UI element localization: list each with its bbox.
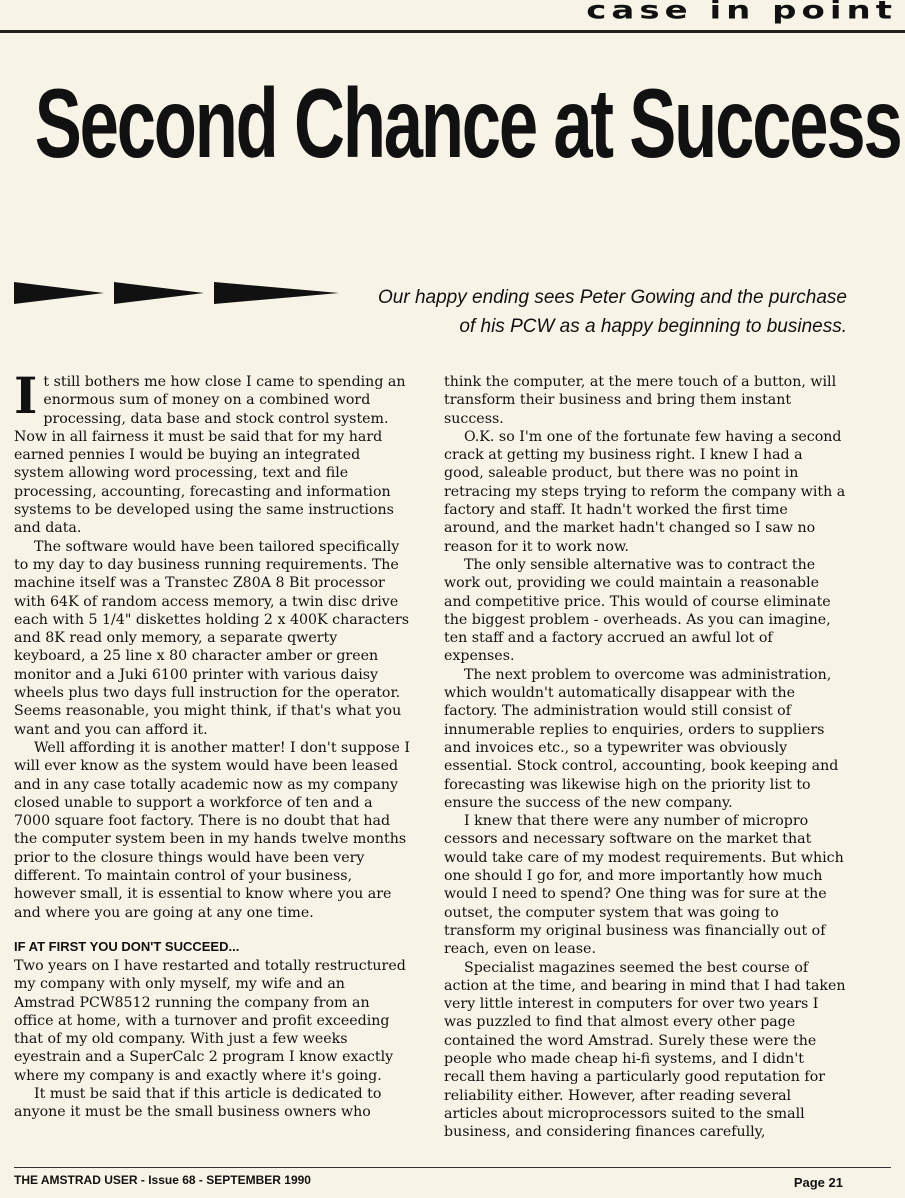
- paragraph: The next problem to overcome was administration, which wouldn't automatically disappear with the factory. The administration would still consist of innumerable replies to enquiries, orders to suppliers and invoices etc., so a typewriter was obviously essential. Stock control, accounting, book keeping and forecasting was likewise high on the priority list to ensure the success of the new company.: [444, 666, 839, 811]
- standfirst-line-1: Our happy ending sees Peter Gowing and the purchase: [378, 287, 847, 308]
- paragraph: The software would have been tailored specifically to my day to day business running requirements. The machine itself was a Transtec Z80A 8 Bit processor with 64K of random access memory, a twin disc drive each with 5 1/4" diskettes holding 2 x 400K characters and 8K read only memory, a separate qwerty keyboard, a 25 line x 80 character amber or green monitor and a Juki 6100 printer with various daisy wheels plus two days full instruction for the operator. Seems reasonable, you might think, if that's what you want and you can afford it.: [14, 538, 410, 738]
- paragraph: Two years on I have restarted and totally restructured my company with only myself, my wife and an Amstrad PCW8512 running the company from an office at home, with a turnover and profit exceeding that of my old company. With just a few weeks eyestrain and a SuperCalc 2 program I know exactly where my company is and exactly where it's going.: [14, 957, 406, 1084]
- drop-cap: I: [14, 366, 38, 425]
- headline: Second Chance at Success: [35, 68, 901, 178]
- paragraph: think the computer, at the mere touch of a button, will transform their business and bring them instant success.: [444, 374, 837, 427]
- footer-rule: [14, 1167, 891, 1168]
- subheading: IF AT FIRST YOU DON'T SUCCEED...: [14, 938, 240, 954]
- paragraph-text: t still bothers me how close I came to spending an enormous sum of money on a combined word processing, data base and stock control system. Now in all fairness it must be said that for my hard earned pennies I would be buying an integrated system allowing word processing, text and file processing, accounting, forecasting and information systems to be developed using the same instructions and data.: [14, 374, 406, 537]
- arrow-icon: [214, 282, 339, 304]
- page-number: Page 21: [793, 1175, 843, 1190]
- article-column-right: [444, 373, 846, 1141]
- paragraph: It must be said that if this article is dedicated to anyone it must be the small business owners who: [14, 1085, 382, 1121]
- paragraph: Specialist magazines seemed the best course of action at the time, and bearing in mind that I had taken very little interest in computers for over two years I was puzzled to find that almost every other page contained the word Amstrad. Surely these were the people who made cheap hi-fi systems, and I didn't recall them having a particularly good reputation for reliability either. However, after reading several articles about microprocessors suited to the small business, and considering finances carefully,: [444, 959, 846, 1141]
- paragraph: The only sensible alternative was to contract the work out, providing we could maintain a reasonable and competitive price. This would of course eliminate the biggest problem - overheads. As you can imagine, ten staff and a factory accrued an awful lot of expenses.: [444, 556, 831, 665]
- section-label: case in point: [586, 0, 897, 26]
- arrow-icon: [114, 282, 204, 304]
- standfirst-line-2: of his PCW as a happy beginning to business.: [459, 316, 847, 337]
- article-column-left: [14, 366, 410, 1122]
- standfirst: [327, 283, 847, 341]
- paragraph: Well affording it is another matter! I don't suppose I will ever know as the system would have been leased and in any case totally academic now as my company closed unable to support a workforce of ten and a 7000 square foot factory. There is no doubt that had the computer system been in my hands twelve months prior to the closure things would have been very different. To maintain control of your business, however small, it is essential to know where you are and where you are going at any one time.: [14, 739, 410, 921]
- paragraph: O.K. so I'm one of the fortunate few having a second crack at getting my business right. I knew I had a good, saleable product, but there was no point in retracing my steps trying to reform the company with a factory and staff. It hadn't worked the first time around, and the market hadn't changed so I saw no reason for it to work now.: [444, 428, 846, 555]
- footer-publication: THE AMSTRAD USER - Issue 68 - SEPTEMBER 1990: [14, 1173, 311, 1187]
- top-rule: [0, 30, 905, 33]
- paragraph: I knew that there were any number of micropro cessors and necessary software on the market that would take care of my modest requirements. But which one should I go for, and more importantly how much would I need to spend? One thing was for sure at the outset, the computer system that was going to transform my original business was financially out of reach, even on lease.: [444, 813, 844, 958]
- paragraph: [14, 366, 410, 538]
- arrow-icon: [14, 282, 104, 304]
- arrow-decoration: [14, 282, 344, 304]
